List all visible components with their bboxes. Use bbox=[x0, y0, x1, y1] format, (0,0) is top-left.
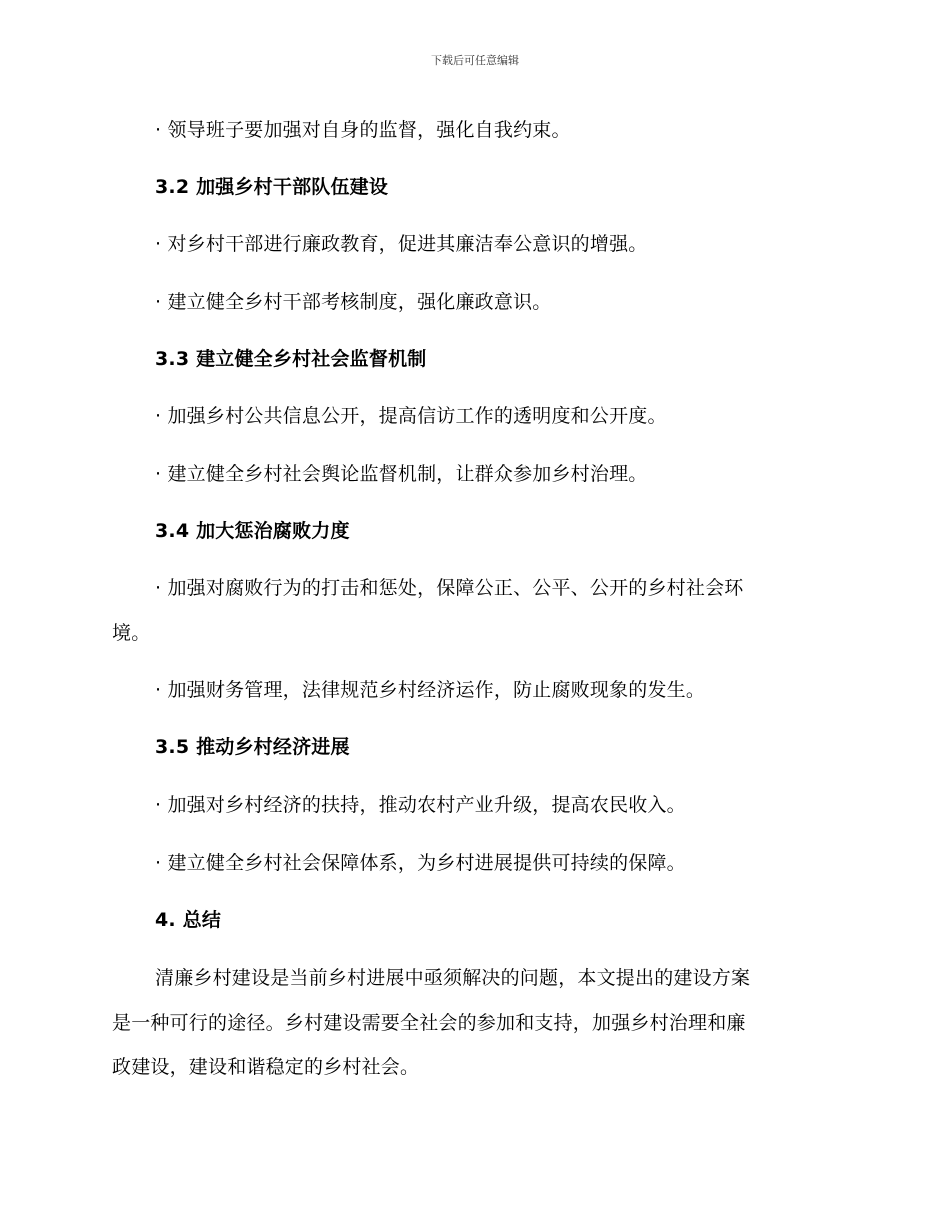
bullet-social-security: · 建立健全乡村社会保障体系，为乡村进展提供可持续的保障。 bbox=[155, 852, 686, 874]
heading-3-2: 3.2 加强乡村干部队伍建设 bbox=[155, 176, 389, 198]
bullet-info-disclosure: · 加强乡村公共信息公开，提高信访工作的透明度和公开度。 bbox=[155, 405, 667, 427]
bullet-financial-management: · 加强财务管理，法律规范乡村经济运作，防止腐败现象的发生。 bbox=[155, 679, 706, 701]
bullet-economic-support: · 加强对乡村经济的扶持，推动农村产业升级，提高农民收入。 bbox=[155, 794, 686, 816]
heading-4-summary: 4. 总结 bbox=[155, 909, 222, 931]
bullet-cadre-assessment: · 建立健全乡村干部考核制度，强化廉政意识。 bbox=[155, 291, 552, 313]
bullet-anti-corruption-line2: 境。 bbox=[112, 622, 151, 644]
bullet-public-opinion: · 建立健全乡村社会舆论监督机制，让群众参加乡村治理。 bbox=[155, 463, 648, 485]
heading-3-3: 3.3 建立健全乡村社会监督机制 bbox=[155, 348, 427, 370]
bullet-anti-corruption-line1: · 加强对腐败行为的打击和惩处，保障公正、公平、公开的乡村社会环 bbox=[155, 577, 744, 599]
summary-line1: 清廉乡村建设是当前乡村进展中亟须解决的问题，本文提出的建设方案 bbox=[155, 967, 751, 989]
bullet-leadership-supervision: · 领导班子要加强对自身的监督，强化自我约束。 bbox=[155, 119, 571, 141]
heading-3-5: 3.5 推动乡村经济进展 bbox=[155, 736, 350, 758]
bullet-cadre-education: · 对乡村干部进行廉政教育，促进其廉洁奉公意识的增强。 bbox=[155, 233, 648, 255]
summary-line2: 是一种可行的途径。乡村建设需要全社会的参加和支持，加强乡村治理和廉 bbox=[112, 1012, 746, 1034]
heading-3-4: 3.4 加大惩治腐败力度 bbox=[155, 520, 350, 542]
page-header-note: 下载后可任意编辑 bbox=[431, 54, 519, 67]
summary-line3: 政建设，建设和谐稳定的乡村社会。 bbox=[112, 1056, 420, 1078]
